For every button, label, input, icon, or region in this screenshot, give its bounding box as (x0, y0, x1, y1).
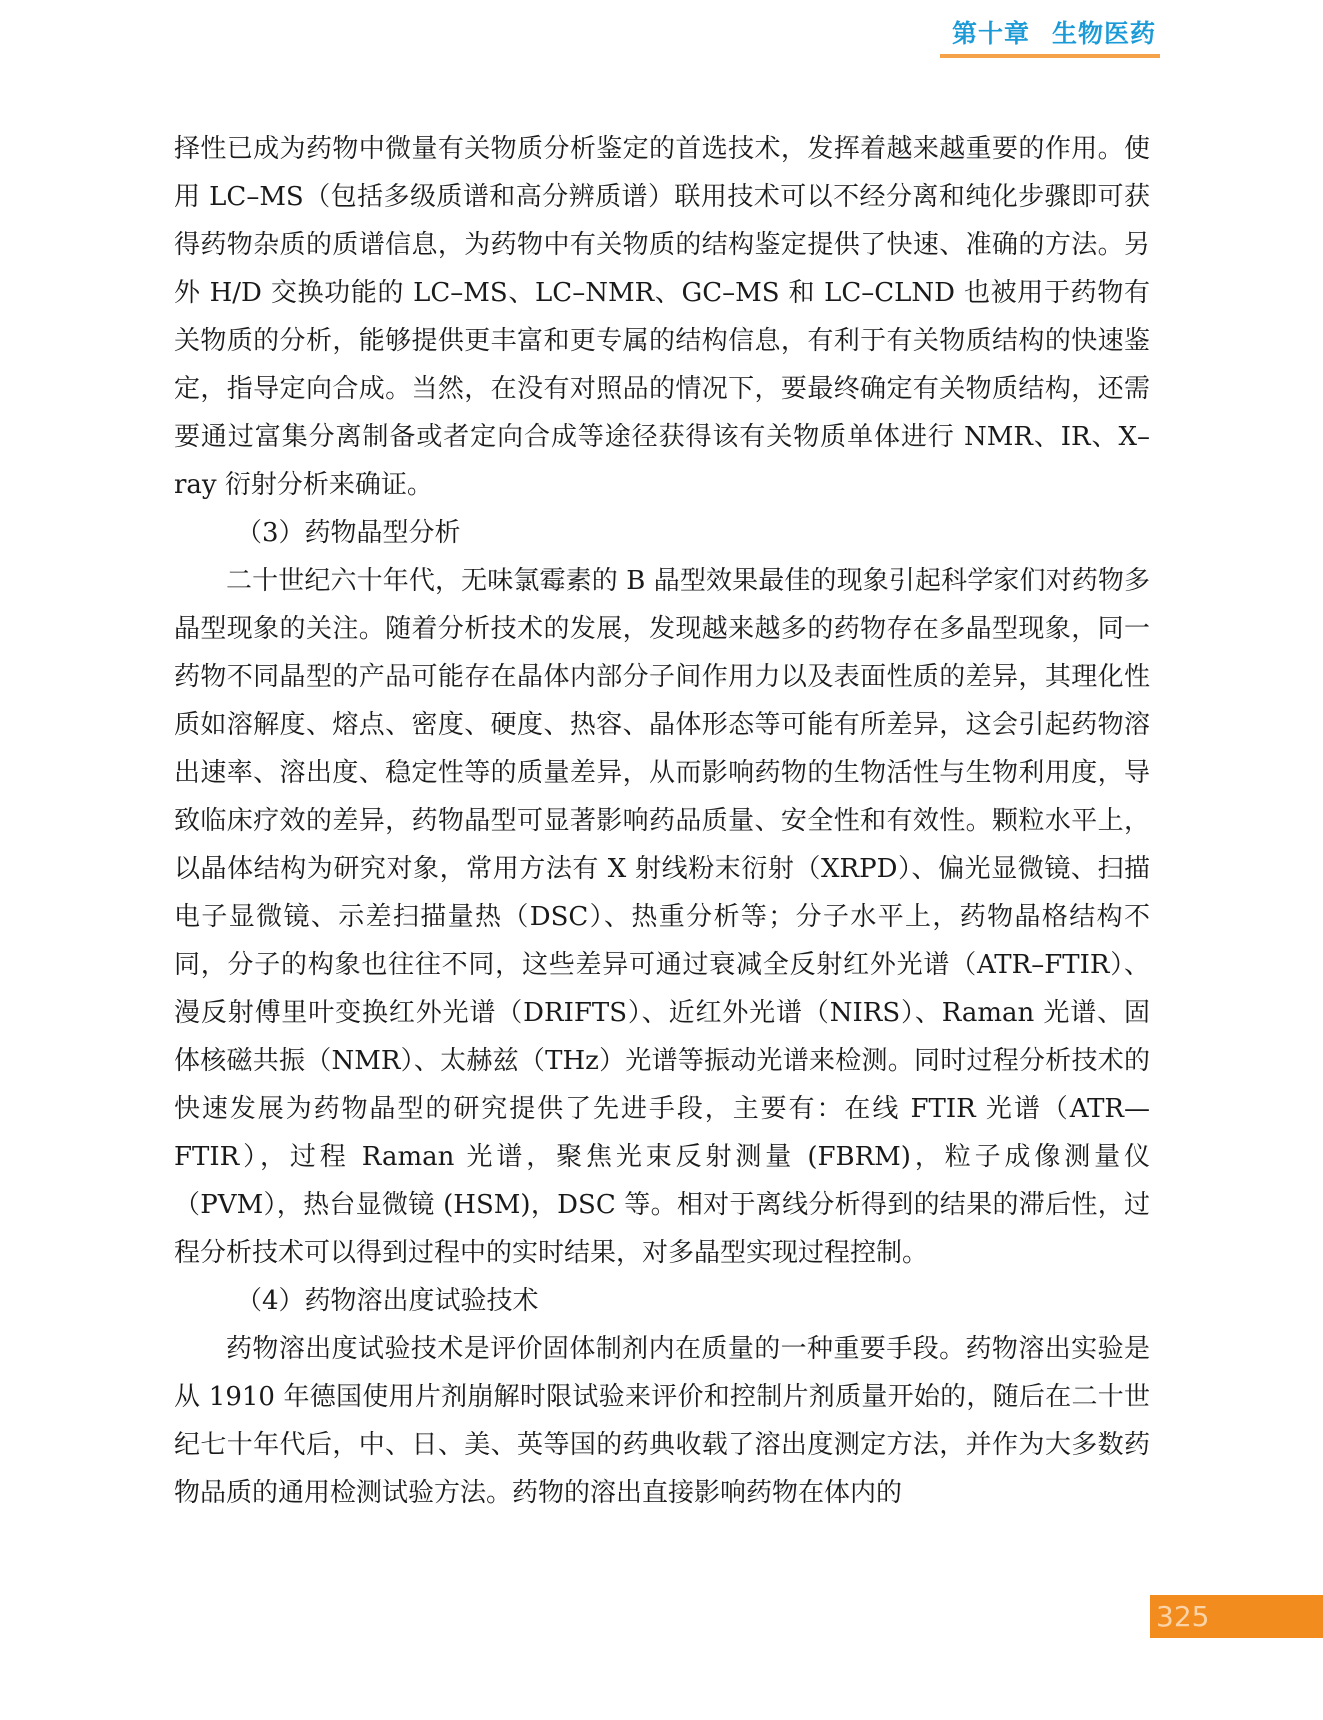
paragraph-continuation: 择性已成为药物中微量有关物质分析鉴定的首选技术，发挥着越来越重要的作用。使用 LC–MS（包括多级质谱和高分辨质谱）联用技术可以不经分离和纯化步骤即可获得药物杂质的质谱信息，为药物中有关物质的结构鉴定提供了快速、准确的方法。另外 H/D 交换功能的 LC–MS、LC–NMR、GC–MS 和 LC–CLND 也被用于药物有关物质的分析，能够提供更丰富和更专属的结构信息，有利于有关物质结构的快速鉴定，指导定向合成。当然，在没有对照品的情况下，要最终确定有关物质结构，还需要通过富集分离制备或者定向合成等途径获得该有关物质单体进行 NMR、IR、X–ray 衍射分析来确证。 (174, 134, 1150, 500)
running-header-title (952, 14, 1156, 54)
chapter-number: 第十章 (951, 19, 1030, 48)
paragraph-crystal-form: 二十世纪六十年代，无味氯霉素的 B 晶型效果最佳的现象引起科学家们对药物多晶型现象的关注。随着分析技术的发展，发现越来越多的药物存在多晶型现象，同一药物不同晶型的产品可能存在晶体内部分子间作用力以及表面性质的差异，其理化性质如溶解度、熔点、密度、硬度、热容、晶体形态等可能有所差异，这会引起药物溶出速率、溶出度、稳定性等的质量差异，从而影响药物的生物活性与生物利用度，导致临床疗效的差异，药物晶型可显著影响药品质量、安全性和有效性。颗粒水平上，以晶体结构为研究对象，常用方法有 X 射线粉末衍射（XRPD）、偏光显微镜、扫描电子显微镜、示差扫描量热（DSC）、热重分析等；分子水平上，药物晶格结构不同，分子的构象也往往不同，这些差异可通过衰减全反射红外光谱（ATR–FTIR）、漫反射傅里叶变换红外光谱（DRIFTS）、近红外光谱（NIRS）、Raman 光谱、固体核磁共振（NMR）、太赫兹（THz）光谱等振动光谱来检测。同时过程分析技术的快速发展为药物晶型的研究提供了先进手段，主要有：在线 FTIR 光谱（ATR—FTIR），过程 Raman 光谱，聚焦光束反射测量 (FBRM)，粒子成像测量仪（PVM），热台显微镜 (HSM)，DSC 等。相对于离线分析得到的结果的滞后性，过程分析技术可以得到过程中的实时结果，对多晶型实现过程控制。 (174, 566, 1150, 1268)
page-number: 325 (1156, 1600, 1210, 1633)
running-header (940, 14, 1168, 58)
paragraph-dissolution: 药物溶出度试验技术是评价固体制剂内在质量的一种重要手段。药物溶出实验是从 1910 年德国使用片剂崩解时限试验来评价和控制片剂质量开始的，随后在二十世纪七十年代后，中、日、美、英等国的药典收载了溶出度测定方法，并作为大多数药物品质的通用检测试验方法。药物的溶出直接影响药物在体内的 (174, 1334, 1150, 1508)
chapter-title: 生物医药 (1051, 19, 1156, 48)
body-text (174, 125, 1150, 1517)
section-heading-dissolution: （4）药物溶出度试验技术 (236, 1286, 539, 1316)
header-underline (940, 54, 1160, 58)
page-number-box (1150, 1595, 1323, 1638)
section-heading-crystal-form: （3）药物晶型分析 (236, 518, 461, 548)
